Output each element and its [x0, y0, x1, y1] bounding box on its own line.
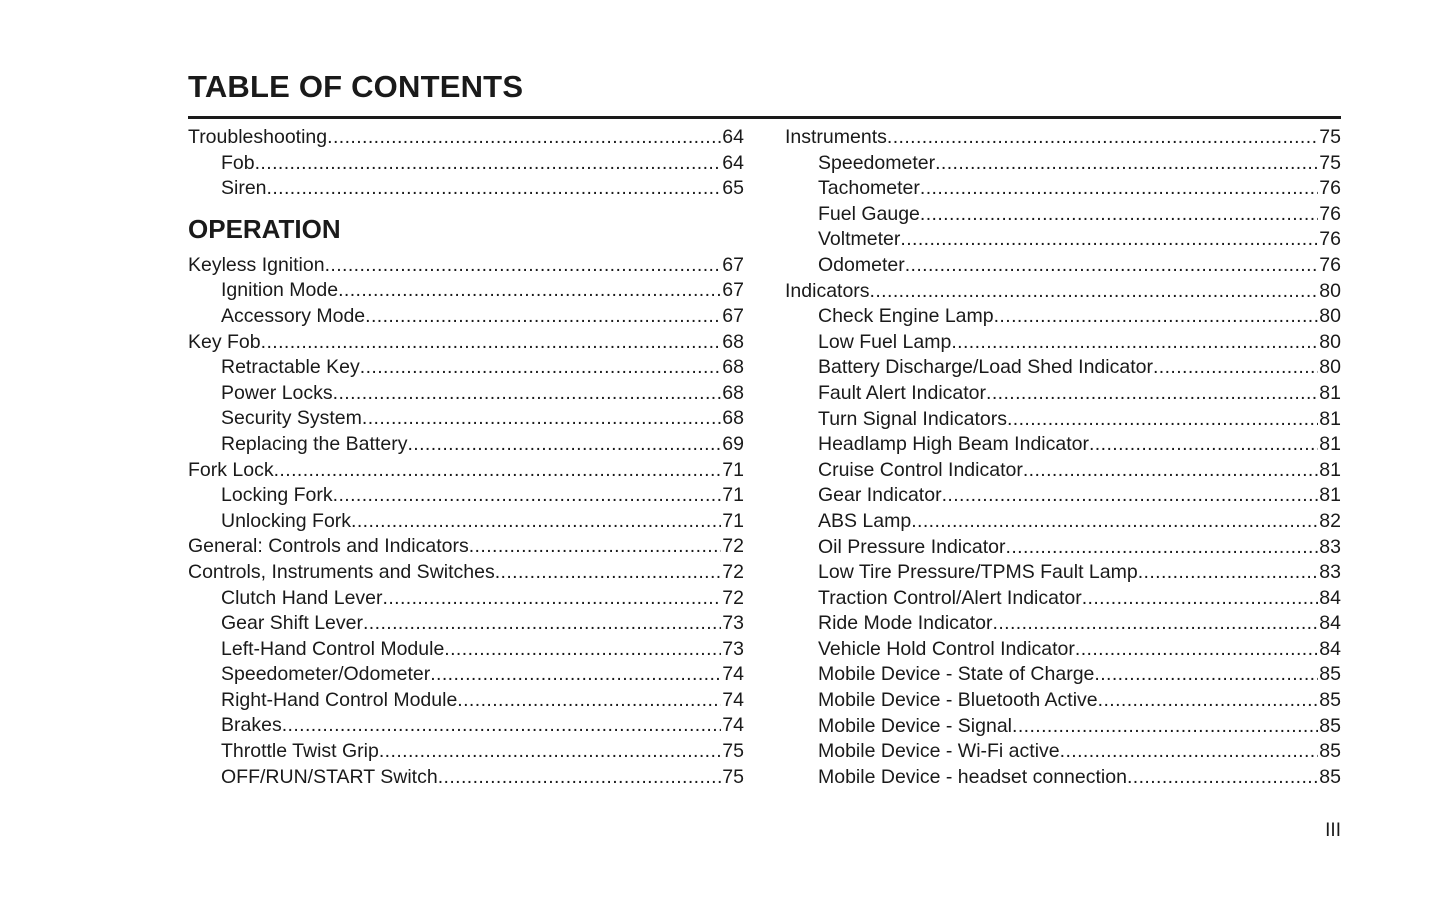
toc-dot-leader [430, 662, 721, 688]
toc-entry-label: Speedometer [818, 151, 936, 174]
toc-entry-page-number: 68 [722, 356, 744, 379]
toc-dot-leader [1098, 688, 1319, 714]
toc-entry-label: Troubleshooting [188, 126, 328, 148]
toc-entry-page-number: 85 [1319, 689, 1341, 712]
toc-entry-page-number: 72 [722, 586, 744, 609]
toc-entry-label: General: Controls and Indicators [188, 535, 469, 558]
toc-entry-label: Speedometer/Odometer [221, 663, 431, 686]
toc-entry-page-number: 80 [1319, 279, 1341, 302]
toc-entry-page-number: 85 [1319, 714, 1341, 737]
toc-entry-label: Mobile Device - Signal [818, 714, 1013, 737]
toc-entry[interactable] [785, 509, 1341, 535]
toc-entry-label: ABS Lamp [818, 509, 912, 532]
toc-entry-page-number: 75 [1319, 126, 1341, 148]
toc-entry[interactable] [188, 355, 744, 381]
toc-entry-page-number: 83 [1319, 535, 1341, 558]
toc-entry[interactable] [188, 278, 744, 304]
toc-entry-label: Odometer [818, 253, 905, 276]
toc-entry[interactable] [785, 125, 1341, 151]
toc-entry-page-number: 75 [1319, 151, 1341, 174]
toc-dot-leader [1060, 739, 1319, 765]
toc-entry-page-number: 71 [722, 458, 744, 481]
toc-entry-label: Clutch Hand Lever [221, 586, 383, 609]
toc-entry[interactable] [188, 534, 744, 560]
toc-entry-label: Accessory Mode [221, 304, 366, 327]
toc-entry-label: Mobile Device - Wi-Fi active [818, 740, 1060, 763]
toc-entry-label: Locking Fork [221, 484, 333, 507]
toc-entry-label: Fault Alert Indicator [818, 381, 986, 404]
toc-entry-page-number: 75 [722, 765, 744, 788]
toc-entry-page-number: 81 [1319, 407, 1341, 430]
toc-group-right [785, 125, 1341, 790]
toc-entry-label: Gear Shift Lever [221, 612, 363, 635]
toc-dot-leader [935, 151, 1318, 177]
toc-dot-leader [261, 330, 722, 356]
toc-entry[interactable] [785, 355, 1341, 381]
toc-entry[interactable] [188, 176, 744, 202]
toc-dot-leader [495, 560, 722, 586]
toc-entry-page-number: 68 [722, 381, 744, 404]
toc-entry-page-number: 73 [722, 612, 744, 635]
toc-entry-page-number: 69 [722, 432, 744, 455]
toc-entry[interactable] [188, 688, 744, 714]
toc-entry[interactable] [785, 330, 1341, 356]
toc-entry[interactable] [785, 535, 1341, 561]
toc-entry[interactable] [785, 279, 1341, 305]
toc-dot-leader [363, 611, 721, 637]
toc-entry-page-number: 68 [722, 330, 744, 353]
toc-entry-page-number: 74 [722, 714, 744, 737]
toc-entry-label: Turn Signal Indicators [818, 407, 1007, 430]
page-title: TABLE OF CONTENTS [188, 69, 524, 104]
toc-entry[interactable] [785, 458, 1341, 484]
toc-entry-label: Low Fuel Lamp [818, 330, 952, 353]
toc-dot-leader [911, 509, 1318, 535]
toc-dot-leader [351, 509, 721, 535]
page-folio: III [1325, 820, 1341, 841]
toc-entry-page-number: 67 [722, 304, 744, 327]
toc-entry[interactable] [785, 227, 1341, 253]
toc-entry-page-number: 64 [722, 126, 744, 148]
toc-entry-page-number: 82 [1319, 509, 1341, 532]
toc-entry[interactable] [785, 253, 1341, 279]
toc-dot-leader [986, 381, 1318, 407]
toc-entry[interactable] [785, 176, 1341, 202]
toc-dot-leader [920, 202, 1318, 228]
toc-dot-leader [942, 483, 1319, 509]
toc-entry-label: Right-Hand Control Module [221, 688, 458, 711]
toc-entry-label: Mobile Device - headset connection [818, 765, 1127, 788]
toc-entry-page-number: 76 [1319, 177, 1341, 200]
toc-entry-page-number: 65 [722, 177, 744, 200]
toc-entry[interactable] [188, 611, 744, 637]
title-rule [188, 116, 1341, 119]
toc-entry-page-number: 64 [722, 151, 744, 174]
toc-entry-label: Mobile Device - Bluetooth Active [818, 689, 1098, 712]
toc-entry-page-number: 74 [722, 688, 744, 711]
toc-dot-leader [438, 765, 722, 791]
toc-dot-leader [870, 279, 1319, 305]
toc-entry[interactable] [188, 637, 744, 663]
toc-entry-label: Mobile Device - State of Charge [818, 663, 1095, 686]
toc-dot-leader [362, 406, 721, 432]
toc-entry-label: OFF/RUN/START Switch [221, 765, 438, 788]
toc-entry-page-number: 85 [1319, 765, 1341, 788]
toc-dot-leader [365, 304, 721, 330]
toc-entry-page-number: 81 [1319, 381, 1341, 404]
toc-dot-leader [333, 483, 722, 509]
toc-dot-leader [338, 278, 721, 304]
toc-entry[interactable] [785, 662, 1341, 688]
toc-entry[interactable] [785, 765, 1341, 791]
toc-entry-label: Power Locks [221, 381, 333, 404]
toc-entry[interactable] [188, 458, 744, 484]
toc-dot-leader [407, 432, 721, 458]
toc-entry-label: Siren [221, 177, 267, 200]
toc-dot-leader [1006, 535, 1319, 561]
toc-entry-label: Traction Control/Alert Indicator [818, 586, 1082, 609]
toc-entry-label: Ride Mode Indicator [818, 612, 993, 635]
toc-dot-leader [1127, 765, 1318, 791]
toc-entry[interactable] [785, 688, 1341, 714]
toc-dot-leader [444, 637, 721, 663]
toc-entry-page-number: 85 [1319, 740, 1341, 763]
toc-entry[interactable] [188, 739, 744, 765]
toc-entry-page-number: 76 [1319, 202, 1341, 225]
toc-entry-label: Key Fob [188, 330, 261, 353]
toc-entry-label: Headlamp High Beam Indicator [818, 433, 1089, 456]
toc-dot-leader [887, 125, 1318, 151]
toc-dot-leader [920, 176, 1318, 202]
toc-dot-leader [469, 534, 722, 560]
toc-entry-page-number: 81 [1319, 458, 1341, 481]
toc-entry[interactable] [188, 560, 744, 586]
toc-entry[interactable] [785, 407, 1341, 433]
toc-entry-label: Fuel Gauge [818, 202, 920, 225]
toc-entry[interactable] [785, 586, 1341, 612]
toc-entry[interactable] [785, 202, 1341, 228]
toc-entry-label: Fob [221, 151, 255, 174]
toc-dot-leader [383, 586, 722, 612]
toc-entry[interactable] [188, 509, 744, 535]
toc-entry[interactable] [188, 586, 744, 612]
toc-entry[interactable] [188, 304, 744, 330]
toc-entry[interactable] [188, 483, 744, 509]
toc-entry-label: Throttle Twist Grip [221, 740, 379, 763]
toc-entry-page-number: 84 [1319, 637, 1341, 660]
toc-entry-page-number: 71 [722, 509, 744, 532]
toc-entry[interactable] [188, 381, 744, 407]
toc-entry-label: Replacing the Battery [221, 432, 408, 455]
toc-entry[interactable] [188, 406, 744, 432]
toc-dot-leader [379, 739, 721, 765]
toc-group-before [188, 125, 744, 202]
toc-entry-page-number: 73 [722, 637, 744, 660]
toc-entry[interactable] [188, 432, 744, 458]
toc-dot-leader [1094, 662, 1318, 688]
toc-entry[interactable] [785, 483, 1341, 509]
toc-entry[interactable] [188, 151, 744, 177]
toc-entry-label: Vehicle Hold Control Indicator [818, 637, 1075, 660]
toc-entry-label: Security System [221, 407, 362, 430]
toc-entry-label: Ignition Mode [221, 279, 339, 302]
toc-right-column [785, 125, 1341, 790]
toc-entry-page-number: 74 [722, 663, 744, 686]
toc-entry[interactable] [188, 125, 744, 151]
toc-dot-leader [1007, 407, 1318, 433]
toc-dot-leader [1153, 355, 1318, 381]
toc-dot-leader [905, 253, 1319, 279]
toc-entry-page-number: 85 [1319, 663, 1341, 686]
toc-entry-page-number: 84 [1319, 612, 1341, 635]
toc-left-column [188, 125, 744, 790]
toc-dot-leader [993, 611, 1319, 637]
toc-dot-leader [994, 304, 1319, 330]
toc-dot-leader [274, 458, 722, 484]
toc-entry-label: Controls, Instruments and Switches [188, 560, 495, 583]
toc-dot-leader [282, 713, 722, 739]
toc-entry-page-number: 81 [1319, 484, 1341, 507]
toc-entry-label: Voltmeter [818, 228, 901, 251]
toc-entry-page-number: 76 [1319, 253, 1341, 276]
toc-dot-leader [900, 227, 1318, 253]
section-heading-operation: OPERATION [188, 213, 341, 244]
toc-entry-label: Instruments [785, 126, 887, 148]
toc-entry[interactable] [188, 330, 744, 356]
toc-entry[interactable] [188, 253, 744, 279]
toc-entry-page-number: 67 [722, 253, 744, 276]
toc-entry-page-number: 80 [1319, 330, 1341, 353]
toc-entry-page-number: 84 [1319, 586, 1341, 609]
toc-dot-leader [951, 330, 1318, 356]
toc-entry[interactable] [785, 611, 1341, 637]
toc-entry-label: Cruise Control Indicator [818, 458, 1023, 481]
toc-dot-leader [1012, 714, 1318, 740]
toc-entry-label: Tachometer [818, 177, 920, 200]
toc-entry-label: Indicators [785, 279, 870, 302]
toc-entry-page-number: 67 [722, 279, 744, 302]
toc-entry-page-number: 80 [1319, 305, 1341, 328]
toc-entry[interactable] [785, 560, 1341, 586]
toc-entry-page-number: 83 [1319, 561, 1341, 584]
toc-entry-label: Oil Pressure Indicator [818, 535, 1006, 558]
toc-entry-page-number: 72 [722, 535, 744, 558]
toc-entry-label: Low Tire Pressure/TPMS Fault Lamp [818, 561, 1138, 584]
toc-entry[interactable] [785, 151, 1341, 177]
toc-entry-label: Keyless Ignition [188, 253, 325, 276]
toc-entry-page-number: 72 [722, 560, 744, 583]
toc-dot-leader [1138, 560, 1319, 586]
toc-dot-leader [457, 688, 721, 714]
toc-entry-label: Gear Indicator [818, 484, 942, 507]
toc-entry-page-number: 76 [1319, 228, 1341, 251]
toc-dot-leader [1089, 432, 1318, 458]
toc-entry[interactable] [785, 637, 1341, 663]
toc-entry-label: Check Engine Lamp [818, 305, 994, 328]
toc-entry-page-number: 68 [722, 407, 744, 430]
toc-dot-leader [325, 253, 722, 279]
toc-dot-leader [1075, 637, 1318, 663]
toc-dot-leader [327, 125, 721, 151]
toc-entry-label: Brakes [221, 714, 282, 737]
toc-dot-leader [360, 355, 722, 381]
toc-entry[interactable] [785, 304, 1341, 330]
toc-entry[interactable] [785, 739, 1341, 765]
toc-entry-page-number: 80 [1319, 356, 1341, 379]
toc-dot-leader [267, 176, 722, 202]
toc-entry[interactable] [188, 765, 744, 791]
toc-entry-label: Retractable Key [221, 356, 360, 379]
toc-group-after [188, 253, 744, 790]
toc-entry-label: Battery Discharge/Load Shed Indicator [818, 356, 1153, 379]
toc-dot-leader [333, 381, 722, 407]
toc-entry-page-number: 71 [722, 484, 744, 507]
toc-entry[interactable] [785, 432, 1341, 458]
toc-entry-label: Fork Lock [188, 458, 274, 481]
toc-dot-leader [1082, 586, 1319, 612]
toc-dot-leader [255, 151, 722, 177]
toc-entry-label: Left-Hand Control Module [221, 637, 445, 660]
toc-entry-page-number: 75 [722, 740, 744, 763]
toc-entry[interactable] [188, 713, 744, 739]
toc-entry[interactable] [785, 714, 1341, 740]
toc-entry[interactable] [188, 662, 744, 688]
toc-entry-label: Unlocking Fork [221, 509, 352, 532]
toc-dot-leader [1023, 458, 1318, 484]
toc-entry-page-number: 81 [1319, 433, 1341, 456]
toc-entry[interactable] [785, 381, 1341, 407]
